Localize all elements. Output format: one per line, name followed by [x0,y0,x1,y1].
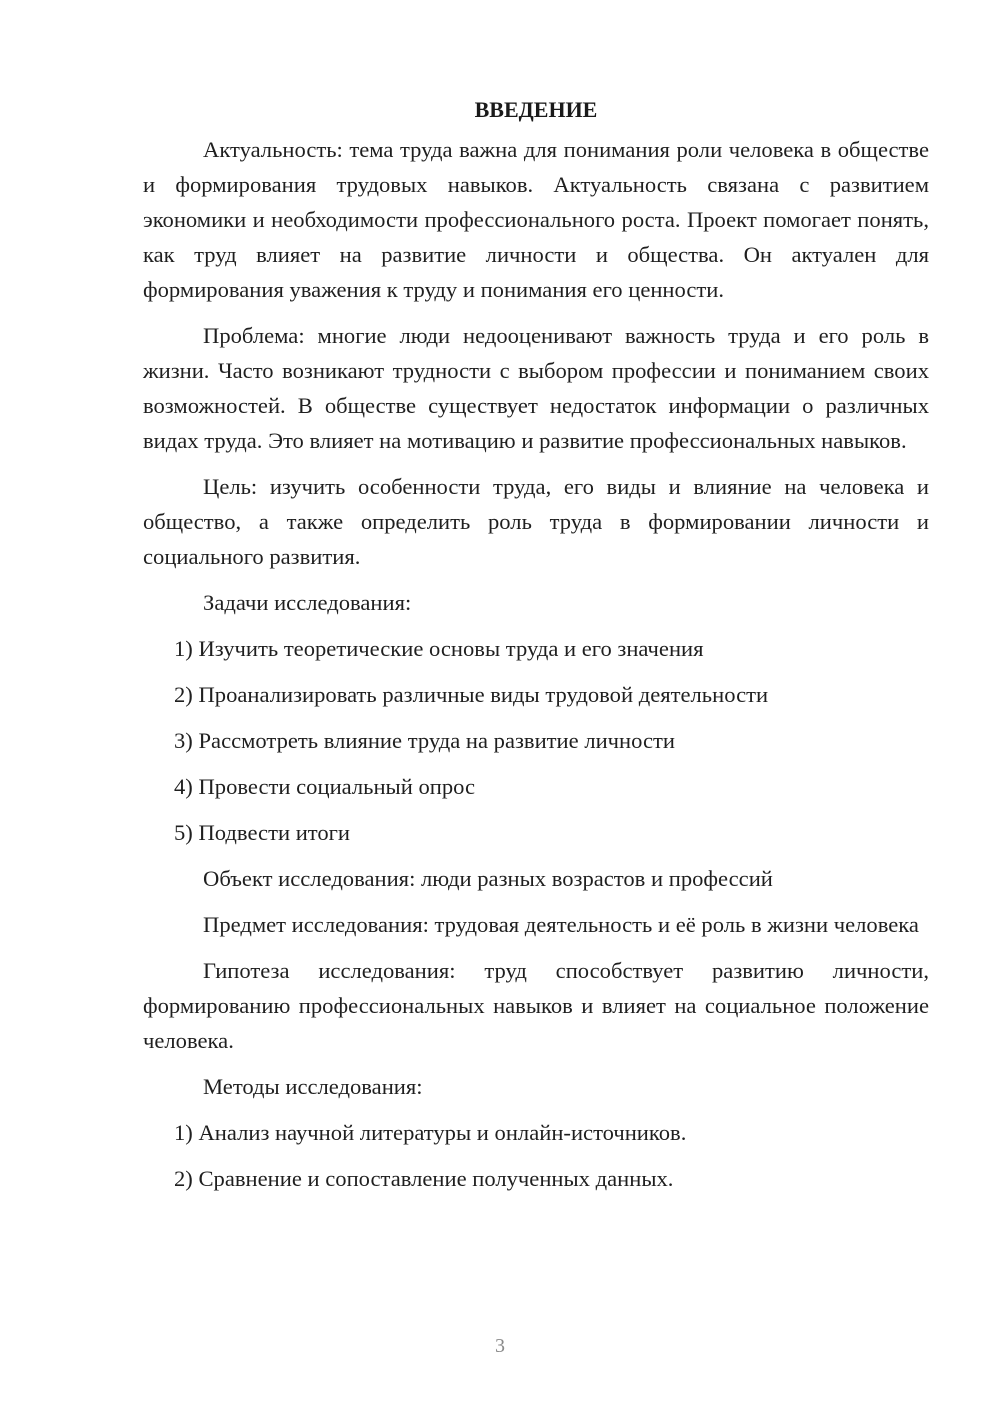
spacer [143,458,929,469]
task-item: 5) Подвести итоги [174,820,351,845]
spacer [143,1150,929,1161]
tasks-heading: Задачи исследования: [203,590,412,615]
spacer [143,666,929,677]
task-item: 1) Изучить теоретические основы труда и его значения [174,636,704,661]
task-item: 3) Рассмотреть влияние труда на развитие личности [174,728,675,753]
spacer [143,896,929,907]
page-title: ВВЕДЕНИЕ [474,97,598,122]
hypothesis-paragraph: Гипотеза исследования: труд способствует развитию личности, формированию профессиональных навыков и влияет на социальное положение человека. [143,958,929,1053]
spacer [143,620,929,631]
task-item: 2) Проанализировать различные виды трудовой деятельности [174,682,769,707]
object-line: Объект исследования: люди разных возрастов и профессий [203,866,773,891]
spacer [143,942,929,953]
spacer [143,1058,929,1069]
spacer [143,804,929,815]
spacer [143,850,929,861]
spacer [143,1104,929,1115]
methods-heading: Методы исследования: [203,1074,423,1099]
spacer [143,307,929,318]
subject-paragraph: Предмет исследования: трудовая деятельность и её роль в жизни человека [203,912,919,937]
method-item: 2) Сравнение и сопоставление полученных данных. [174,1166,674,1191]
relevance-paragraph: Актуальность: тема труда важна для понимания роли человека в обществе и формирования трудовых навыков. Актуальность связана с развитием экономики и необходимости профессионального роста. Проект помогает понять, как труд влияет на развитие личности и общества. Он актуален для формирования уважения к труду и понимания его ценности. [143,137,929,302]
spacer [143,712,929,723]
task-item: 4) Провести социальный опрос [174,774,476,799]
goal-paragraph: Цель: изучить особенности труда, его виды и влияние на человека и общество, а также определить роль труда в формировании личности и социального развития. [143,474,929,569]
document-body [143,96,929,1196]
spacer [143,758,929,769]
page-number: 3 [495,1335,505,1357]
problem-paragraph: Проблема: многие люди недооценивают важность труда и его роль в жизни. Часто возникают трудности с выбором профессии и пониманием своих возможностей. В обществе существует недостаток информации о различных видах труда. Это влияет на мотивацию и развитие профессиональных навыков. [143,323,929,453]
spacer [143,574,929,585]
method-item: 1) Анализ научной литературы и онлайн-источников. [174,1120,687,1145]
